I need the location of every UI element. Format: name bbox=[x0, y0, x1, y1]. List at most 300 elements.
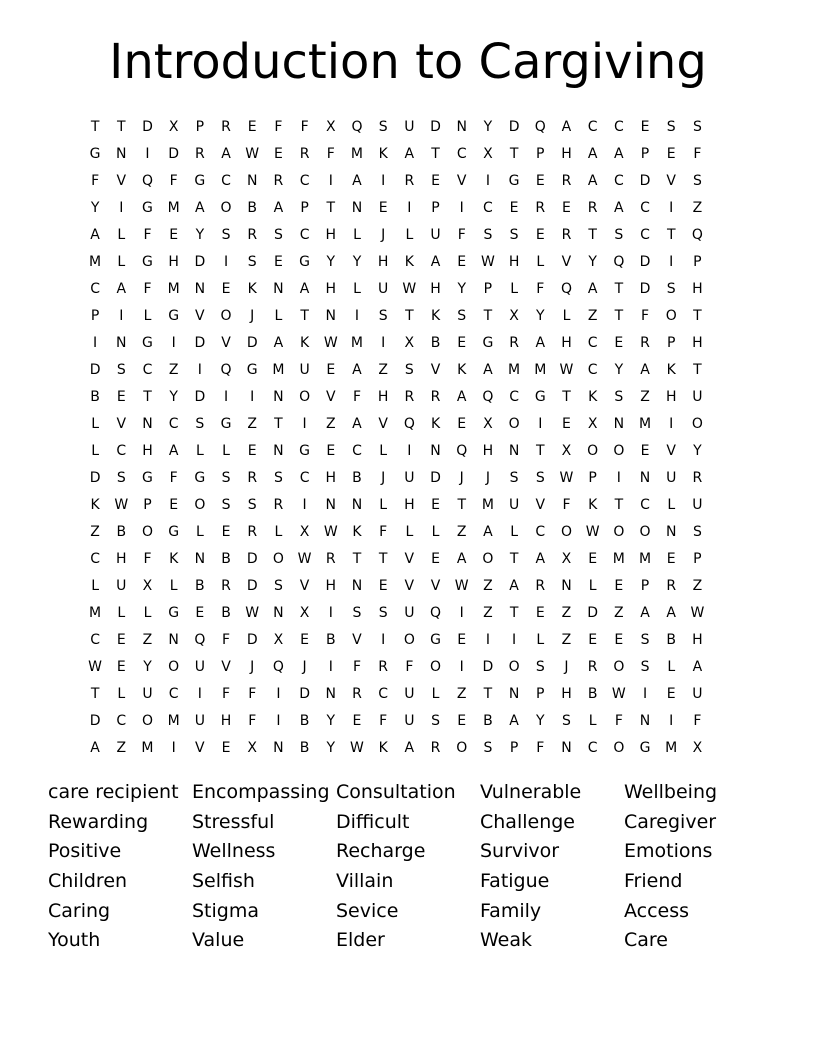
grid-letter: O bbox=[220, 308, 232, 324]
grid-letter: A bbox=[90, 227, 100, 243]
grid-letter: M bbox=[638, 551, 652, 567]
grid-letter: F bbox=[222, 686, 231, 702]
word-bank-item: Care bbox=[624, 929, 668, 952]
grid-letter: O bbox=[482, 551, 494, 567]
grid-letter: O bbox=[403, 632, 415, 648]
grid-letter: E bbox=[614, 632, 624, 648]
grid-letter: F bbox=[614, 713, 623, 729]
grid-letter: U bbox=[404, 686, 415, 702]
grid-letter: O bbox=[691, 416, 703, 432]
grid-letter: E bbox=[116, 632, 126, 648]
grid-letter: L bbox=[405, 524, 414, 540]
word-bank-item: Caregiver bbox=[624, 810, 717, 833]
grid-letter: F bbox=[169, 173, 178, 189]
grid-letter: H bbox=[325, 578, 337, 594]
grid-letter: W bbox=[585, 524, 600, 540]
grid-letter: A bbox=[692, 659, 703, 675]
grid-letter: U bbox=[692, 497, 703, 513]
grid-letter: Y bbox=[326, 740, 336, 756]
grid-letter: I bbox=[302, 416, 307, 432]
grid-letter: X bbox=[483, 146, 493, 162]
grid-letter: E bbox=[535, 173, 545, 189]
grid-letter: X bbox=[483, 416, 493, 432]
word-bank-item: care recipient bbox=[48, 781, 179, 803]
grid-letter: F bbox=[405, 659, 414, 675]
word-bank-item: Consultation bbox=[336, 781, 456, 803]
grid-letter: Q bbox=[613, 254, 625, 270]
grid-letter: T bbox=[509, 551, 519, 567]
grid-letter: N bbox=[325, 308, 337, 324]
grid-row bbox=[82, 465, 742, 492]
grid-letter: R bbox=[194, 146, 205, 162]
grid-letter: T bbox=[326, 200, 336, 216]
grid-row bbox=[82, 708, 742, 735]
grid-letter: G bbox=[246, 362, 258, 378]
grid-letter: N bbox=[273, 281, 284, 297]
grid-letter: D bbox=[508, 119, 520, 135]
grid-row bbox=[82, 222, 742, 249]
grid-row bbox=[82, 573, 742, 600]
word-bank-item: Elder bbox=[336, 929, 385, 952]
grid-letter: S bbox=[431, 713, 440, 729]
grid-letter: L bbox=[667, 659, 676, 675]
grid-letter: S bbox=[273, 470, 283, 486]
grid-letter: V bbox=[430, 362, 441, 378]
grid-letter: R bbox=[352, 686, 362, 702]
grid-letter: A bbox=[509, 578, 519, 594]
grid-letter: Q bbox=[141, 173, 153, 189]
grid-letter: C bbox=[90, 281, 100, 297]
grid-letter: A bbox=[509, 713, 519, 729]
grid-letter: T bbox=[588, 227, 597, 243]
grid-letter: D bbox=[430, 470, 441, 486]
grid-letter: R bbox=[247, 470, 258, 486]
grid-letter: U bbox=[666, 470, 677, 486]
grid-row bbox=[82, 735, 742, 762]
grid-letter: C bbox=[613, 119, 624, 135]
grid-letter: D bbox=[89, 362, 101, 378]
grid-letter: A bbox=[352, 173, 362, 189]
grid-letter: Z bbox=[456, 686, 467, 702]
grid-letter: I bbox=[407, 200, 412, 216]
grid-letter: C bbox=[378, 686, 389, 702]
grid-letter: S bbox=[535, 659, 545, 675]
grid-letter: B bbox=[221, 605, 231, 621]
grid-letter: F bbox=[641, 308, 650, 324]
grid-letter: M bbox=[350, 146, 364, 162]
grid-letter: S bbox=[692, 524, 702, 540]
grid-letter: S bbox=[692, 119, 702, 135]
grid-letter: Z bbox=[168, 362, 179, 378]
grid-letter: Y bbox=[536, 308, 545, 324]
grid-letter: A bbox=[352, 362, 362, 378]
grid-letter: V bbox=[195, 308, 205, 324]
grid-letter: H bbox=[482, 443, 494, 459]
grid-letter: H bbox=[692, 632, 703, 648]
grid-letter: O bbox=[613, 659, 625, 675]
grid-letter: A bbox=[221, 146, 231, 162]
grid-letter: T bbox=[143, 389, 152, 405]
grid-letter: F bbox=[91, 173, 100, 189]
word-bank-item: Sevice bbox=[336, 899, 399, 922]
word-bank-item: Friend bbox=[624, 870, 683, 893]
grid-letter: M bbox=[612, 551, 625, 567]
grid-letter: T bbox=[666, 227, 676, 243]
grid-letter: C bbox=[640, 497, 650, 513]
grid-letter: E bbox=[640, 119, 650, 135]
grid-letter: M bbox=[89, 254, 102, 270]
grid-letter: Y bbox=[588, 254, 597, 270]
grid-letter: N bbox=[613, 416, 625, 432]
grid-letter: E bbox=[326, 443, 336, 459]
grid-letter: D bbox=[482, 659, 494, 675]
grid-letter: A bbox=[195, 200, 205, 216]
grid-letter: I bbox=[119, 200, 124, 216]
grid-letter: A bbox=[273, 335, 284, 351]
grid-letter: E bbox=[221, 281, 231, 297]
grid-letter: Z bbox=[456, 524, 467, 540]
grid-letter: C bbox=[587, 335, 598, 351]
grid-letter: D bbox=[194, 254, 206, 270]
grid-letter: Z bbox=[692, 200, 703, 216]
word-bank-item: Recharge bbox=[336, 840, 426, 863]
grid-letter: A bbox=[456, 389, 467, 405]
grid-letter: F bbox=[562, 497, 571, 513]
grid-letter: P bbox=[588, 470, 597, 486]
grid-letter: L bbox=[195, 443, 204, 459]
grid-row bbox=[82, 168, 742, 195]
grid-letter: H bbox=[377, 389, 389, 405]
word-bank-item: Stigma bbox=[192, 899, 260, 922]
grid-letter: R bbox=[299, 146, 310, 162]
grid-letter: I bbox=[276, 686, 281, 702]
grid-letter: H bbox=[325, 470, 337, 486]
grid-letter: X bbox=[299, 524, 310, 540]
grid-letter: M bbox=[141, 740, 154, 756]
grid-letter: O bbox=[141, 524, 153, 540]
grid-letter: O bbox=[299, 389, 311, 405]
grid-letter: E bbox=[457, 254, 467, 270]
grid-letter: Z bbox=[614, 605, 624, 621]
grid-letter: V bbox=[299, 578, 310, 594]
grid-letter: L bbox=[195, 524, 204, 540]
grid-letter: H bbox=[377, 254, 389, 270]
grid-letter: M bbox=[508, 362, 521, 378]
grid-row bbox=[82, 492, 742, 519]
grid-letter: S bbox=[352, 605, 362, 621]
grid-row bbox=[82, 411, 742, 438]
word-bank-item: Emotions bbox=[624, 840, 713, 863]
grid-letter: O bbox=[456, 740, 468, 756]
grid-letter: B bbox=[325, 632, 336, 648]
grid-letter: V bbox=[404, 551, 415, 567]
grid-letter: C bbox=[483, 200, 493, 216]
grid-letter: N bbox=[142, 416, 153, 432]
grid-letter: S bbox=[378, 119, 388, 135]
grid-letter: Y bbox=[536, 713, 545, 729]
grid-letter: X bbox=[168, 119, 179, 135]
grid-letter: E bbox=[431, 173, 440, 189]
word-bank-item: Wellness bbox=[192, 840, 276, 863]
grid-letter: I bbox=[145, 146, 150, 162]
grid-letter: T bbox=[90, 686, 100, 702]
grid-letter: A bbox=[404, 740, 415, 756]
grid-letter: F bbox=[169, 470, 178, 486]
grid-letter: X bbox=[509, 308, 519, 324]
grid-letter: T bbox=[431, 146, 440, 162]
grid-letter: O bbox=[508, 659, 520, 675]
grid-letter: E bbox=[221, 524, 231, 540]
grid-letter: H bbox=[404, 497, 415, 513]
grid-letter: S bbox=[483, 227, 493, 243]
word-bank-item: Children bbox=[48, 870, 128, 893]
grid-letter: Y bbox=[352, 254, 362, 270]
grid-letter: F bbox=[352, 659, 361, 675]
grid-letter: S bbox=[562, 713, 571, 729]
grid-letter: J bbox=[250, 308, 255, 324]
grid-letter: I bbox=[328, 173, 333, 189]
grid-letter: L bbox=[274, 524, 283, 540]
grid-letter: K bbox=[430, 308, 441, 324]
grid-letter: L bbox=[353, 281, 361, 297]
grid-letter: O bbox=[613, 443, 625, 459]
grid-letter: L bbox=[431, 524, 440, 540]
grid-letter: A bbox=[640, 362, 650, 378]
grid-letter: E bbox=[588, 551, 598, 567]
grid-letter: R bbox=[404, 389, 415, 405]
grid-row bbox=[82, 654, 742, 681]
grid-letter: L bbox=[510, 524, 518, 540]
grid-letter: P bbox=[640, 146, 650, 162]
grid-letter: R bbox=[273, 497, 284, 513]
grid-letter: N bbox=[325, 686, 337, 702]
grid-letter: C bbox=[116, 713, 127, 729]
grid-letter: O bbox=[587, 443, 599, 459]
grid-letter: N bbox=[665, 524, 677, 540]
grid-letter: E bbox=[562, 416, 571, 432]
grid-letter: Z bbox=[640, 389, 650, 405]
grid-letter: N bbox=[508, 686, 520, 702]
grid-letter: G bbox=[299, 443, 311, 459]
grid-letter: M bbox=[167, 281, 180, 297]
grid-letter: A bbox=[535, 335, 546, 351]
grid-letter: P bbox=[195, 119, 205, 135]
grid-letter: G bbox=[299, 254, 311, 270]
grid-letter: H bbox=[430, 281, 441, 297]
grid-letter: G bbox=[168, 524, 180, 540]
grid-letter: E bbox=[247, 119, 257, 135]
grid-letter: W bbox=[454, 578, 469, 594]
grid-letter: N bbox=[561, 578, 572, 594]
grid-letter: I bbox=[669, 713, 674, 729]
grid-letter: P bbox=[536, 686, 545, 702]
grid-letter: A bbox=[116, 281, 127, 297]
grid-letter: H bbox=[692, 281, 703, 297]
grid-letter: I bbox=[407, 443, 412, 459]
grid-letter: I bbox=[669, 200, 674, 216]
grid-letter: C bbox=[613, 173, 624, 189]
word-bank-item: Rewarding bbox=[48, 810, 149, 833]
word-bank-item: Challenge bbox=[480, 810, 575, 833]
grid-letter: W bbox=[323, 335, 338, 351]
grid-letter: J bbox=[250, 659, 255, 675]
grid-letter: M bbox=[350, 335, 364, 351]
grid-letter: P bbox=[143, 497, 152, 513]
grid-letter: S bbox=[640, 659, 650, 675]
grid-letter: L bbox=[91, 416, 99, 432]
grid-row bbox=[82, 276, 742, 303]
grid-letter: F bbox=[143, 227, 152, 243]
grid-letter: N bbox=[273, 740, 284, 756]
grid-letter: L bbox=[117, 605, 126, 621]
grid-letter: S bbox=[483, 740, 493, 756]
grid-letter: V bbox=[666, 443, 676, 459]
grid-letter: S bbox=[614, 227, 624, 243]
grid-letter: M bbox=[534, 362, 547, 378]
grid-letter: Q bbox=[220, 362, 232, 378]
grid-letter: R bbox=[509, 335, 519, 351]
grid-letter: N bbox=[639, 713, 651, 729]
grid-letter: R bbox=[404, 173, 415, 189]
grid-letter: M bbox=[272, 362, 285, 378]
grid-letter: C bbox=[587, 119, 598, 135]
grid-letter: E bbox=[352, 713, 362, 729]
grid-letter: L bbox=[536, 632, 545, 648]
word-bank-item: Access bbox=[624, 899, 690, 922]
grid-row bbox=[82, 141, 742, 168]
grid-row bbox=[82, 627, 742, 654]
grid-letter: R bbox=[247, 524, 258, 540]
grid-letter: K bbox=[300, 335, 310, 351]
grid-letter: J bbox=[459, 470, 464, 486]
grid-letter: X bbox=[692, 740, 703, 756]
grid-letter: S bbox=[221, 227, 231, 243]
grid-letter: R bbox=[221, 119, 231, 135]
grid-letter: E bbox=[195, 605, 205, 621]
grid-letter: D bbox=[142, 119, 153, 135]
grid-letter: S bbox=[535, 470, 545, 486]
grid-letter: I bbox=[459, 605, 464, 621]
grid-letter: T bbox=[352, 551, 362, 567]
grid-letter: A bbox=[404, 146, 415, 162]
grid-letter: R bbox=[561, 173, 572, 189]
grid-letter: N bbox=[246, 173, 258, 189]
grid-letter: N bbox=[430, 443, 441, 459]
grid-letter: P bbox=[536, 146, 545, 162]
grid-letter: E bbox=[247, 443, 257, 459]
grid-letter: S bbox=[116, 470, 126, 486]
grid-letter: A bbox=[168, 443, 179, 459]
grid-letter: U bbox=[194, 713, 205, 729]
grid-letter: L bbox=[379, 497, 388, 513]
grid-letter: F bbox=[143, 281, 152, 297]
word-bank-item: Caring bbox=[48, 899, 111, 922]
grid-letter: I bbox=[328, 659, 333, 675]
grid-letter: I bbox=[616, 470, 621, 486]
grid-letter: U bbox=[142, 686, 153, 702]
grid-letter: M bbox=[167, 713, 180, 729]
grid-letter: S bbox=[457, 308, 467, 324]
grid-letter: Q bbox=[272, 659, 284, 675]
grid-letter: N bbox=[273, 605, 284, 621]
grid-letter: E bbox=[457, 335, 467, 351]
grid-letter: D bbox=[639, 254, 651, 270]
grid-letter: T bbox=[693, 362, 702, 378]
grid-letter: G bbox=[430, 632, 441, 648]
grid-letter: C bbox=[116, 443, 127, 459]
grid-letter: W bbox=[402, 281, 417, 297]
grid-letter: I bbox=[381, 335, 386, 351]
grid-letter: X bbox=[247, 740, 258, 756]
grid-letter: F bbox=[536, 740, 545, 756]
grid-letter: I bbox=[538, 416, 543, 432]
grid-row bbox=[82, 438, 742, 465]
grid-letter: Z bbox=[561, 605, 572, 621]
grid-row bbox=[82, 681, 742, 708]
grid-letter: C bbox=[509, 389, 519, 405]
grid-letter: K bbox=[666, 362, 676, 378]
grid-letter: T bbox=[536, 443, 545, 459]
grid-letter: F bbox=[693, 713, 702, 729]
grid-letter: N bbox=[456, 119, 467, 135]
word-bank-item: Wellbeing bbox=[624, 781, 718, 803]
grid-letter: T bbox=[117, 119, 126, 135]
grid-letter: Z bbox=[483, 578, 493, 594]
grid-letter: L bbox=[431, 686, 440, 702]
grid-letter: P bbox=[483, 281, 493, 297]
grid-letter: R bbox=[221, 578, 231, 594]
grid-letter: L bbox=[274, 308, 283, 324]
grid-letter: O bbox=[194, 497, 206, 513]
grid-letter: G bbox=[194, 173, 206, 189]
grid-letter: Z bbox=[116, 740, 127, 756]
grid-letter: Z bbox=[692, 578, 703, 594]
grid-letter: V bbox=[404, 578, 415, 594]
grid-letter: W bbox=[245, 605, 260, 621]
grid-letter: G bbox=[142, 254, 153, 270]
grid-letter: V bbox=[666, 173, 676, 189]
grid-letter: E bbox=[666, 551, 676, 567]
grid-letter: I bbox=[381, 173, 386, 189]
grid-letter: A bbox=[640, 605, 650, 621]
grid-letter: N bbox=[639, 470, 651, 486]
grid-letter: S bbox=[614, 389, 624, 405]
grid-letter: M bbox=[167, 200, 180, 216]
grid-letter: Z bbox=[587, 308, 598, 324]
grid-letter: E bbox=[326, 362, 336, 378]
grid-letter: H bbox=[561, 146, 572, 162]
grid-letter: G bbox=[482, 335, 494, 351]
grid-letter: L bbox=[405, 227, 414, 243]
grid-letter: E bbox=[169, 497, 179, 513]
grid-letter: H bbox=[508, 254, 520, 270]
grid-letter: O bbox=[639, 524, 651, 540]
grid-letter: L bbox=[536, 254, 545, 270]
grid-letter: G bbox=[142, 335, 153, 351]
grid-letter: J bbox=[381, 470, 386, 486]
grid-letter: I bbox=[93, 335, 98, 351]
grid-letter: E bbox=[273, 146, 283, 162]
grid-letter: L bbox=[117, 254, 126, 270]
grid-letter: Z bbox=[142, 632, 153, 648]
grid-letter: L bbox=[222, 443, 230, 459]
grid-letter: A bbox=[535, 551, 546, 567]
grid-letter: T bbox=[378, 551, 388, 567]
grid-letter: W bbox=[350, 740, 364, 756]
grid-letter: L bbox=[91, 443, 99, 459]
grid-letter: O bbox=[613, 524, 625, 540]
grid-letter: W bbox=[245, 146, 260, 162]
